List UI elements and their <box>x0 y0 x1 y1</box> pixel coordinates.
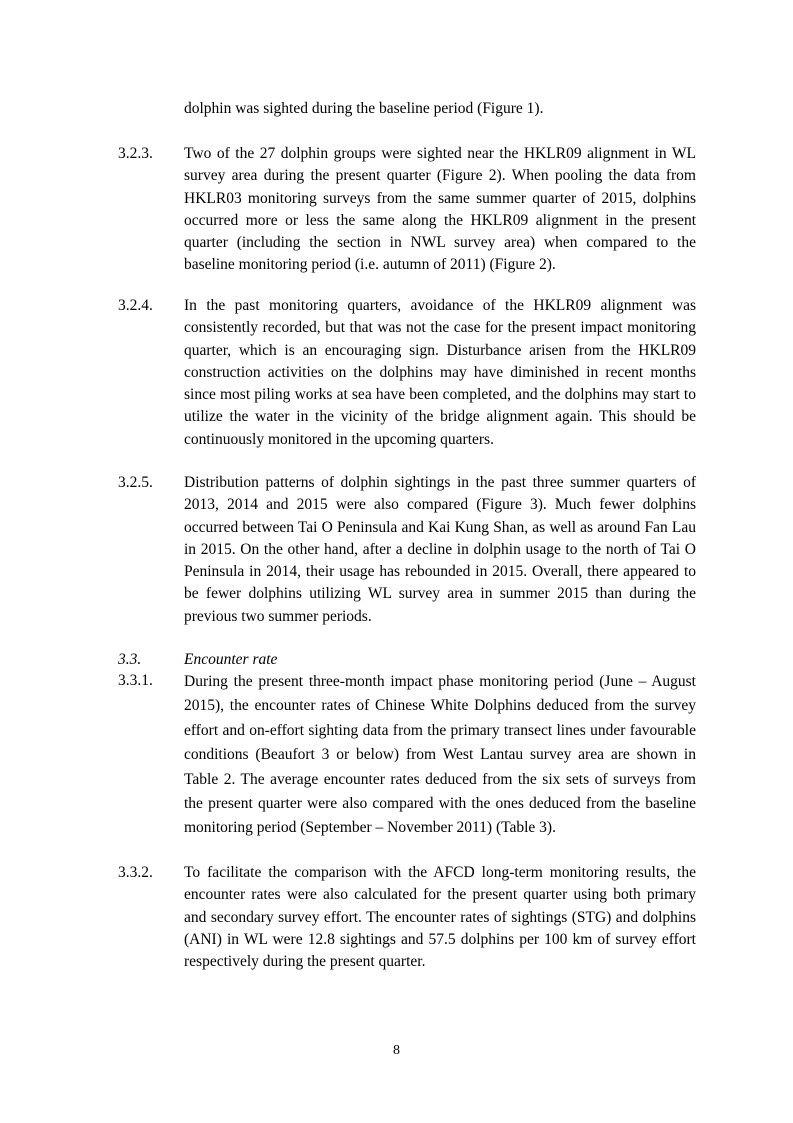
paragraph-number: 3.2.5. <box>118 474 153 491</box>
paragraph-text: Two of the 27 dolphin groups were sighted near the HKLR09 alignment in WL survey area during the present quarter (Figure 2). When pooling the data from HKLR03 monitoring surveys from the same summer quarter of 2015, dolphins occurred more or less the same along the HKLR09 alignment in the present quarter (including the section in NWL survey area) when compared to the baseline monitoring period (i.e. autumn of 2011) (Figure 2). <box>184 145 696 274</box>
paragraph-number: 3.2.3. <box>118 145 153 162</box>
paragraph-text: To facilitate the comparison with the AFCD long-term monitoring results, the encounter rates were also calculated for the present quarter using both primary and secondary survey effort. The encounter rates of sightings (STG) and dolphins (ANI) in WL were 12.8 sightings and 57.5 dolphins per 100 km of survey effort respectively during the present quarter. <box>184 864 696 971</box>
paragraph-text: Distribution patterns of dolphin sightings in the past three summer quarters of 2013, 2014 and 2015 were also compared (Figure 3). Much fewer dolphins occurred between Tai O Peninsula and Kai Kung Shan, as well as around Fan Lau in 2015. On the other hand, after a decline in dolphin usage to the north of Tai O Peninsula in 2014, their usage has rebounded in 2015. Overall, there appeared to be fewer dolphins utilizing WL survey area in summer 2015 than during the previous two summer periods. <box>184 474 696 625</box>
section-title: Encounter rate <box>184 651 278 668</box>
continuation-text: dolphin was sighted during the baseline period (Figure 1). <box>184 100 544 117</box>
paragraph-number: 3.3.2. <box>118 864 153 881</box>
page-number: 8 <box>393 1043 400 1058</box>
paragraph-number: 3.2.4. <box>118 297 153 314</box>
paragraph-text: During the present three-month impact phase monitoring period (June – August 2015), the encounter rates of Chinese White Dolphins deduced from the survey effort and on-effort sighting data from the primary transect lines under favourable conditions (Beaufort 3 or below) from West Lantau survey area are shown in Table 2. The average encounter rates deduced from the six sets of surveys from the present quarter were also compared with the ones deduced from the baseline monitoring period (September – November 2011) (Table 3). <box>184 673 696 837</box>
section-number: 3.3. <box>118 651 142 668</box>
paragraph-text: In the past monitoring quarters, avoidance of the HKLR09 alignment was consistently recorded, but that was not the case for the present impact monitoring quarter, which is an encouraging sign. Disturbance arisen from the HKLR09 construction activities on the dolphins may have diminished in recent months since most piling works at sea have been completed, and the dolphins may start to utilize the water in the vicinity of the bridge alignment again. This should be continuously monitored in the upcoming quarters. <box>184 297 696 448</box>
paragraph-number: 3.3.1. <box>118 672 153 689</box>
